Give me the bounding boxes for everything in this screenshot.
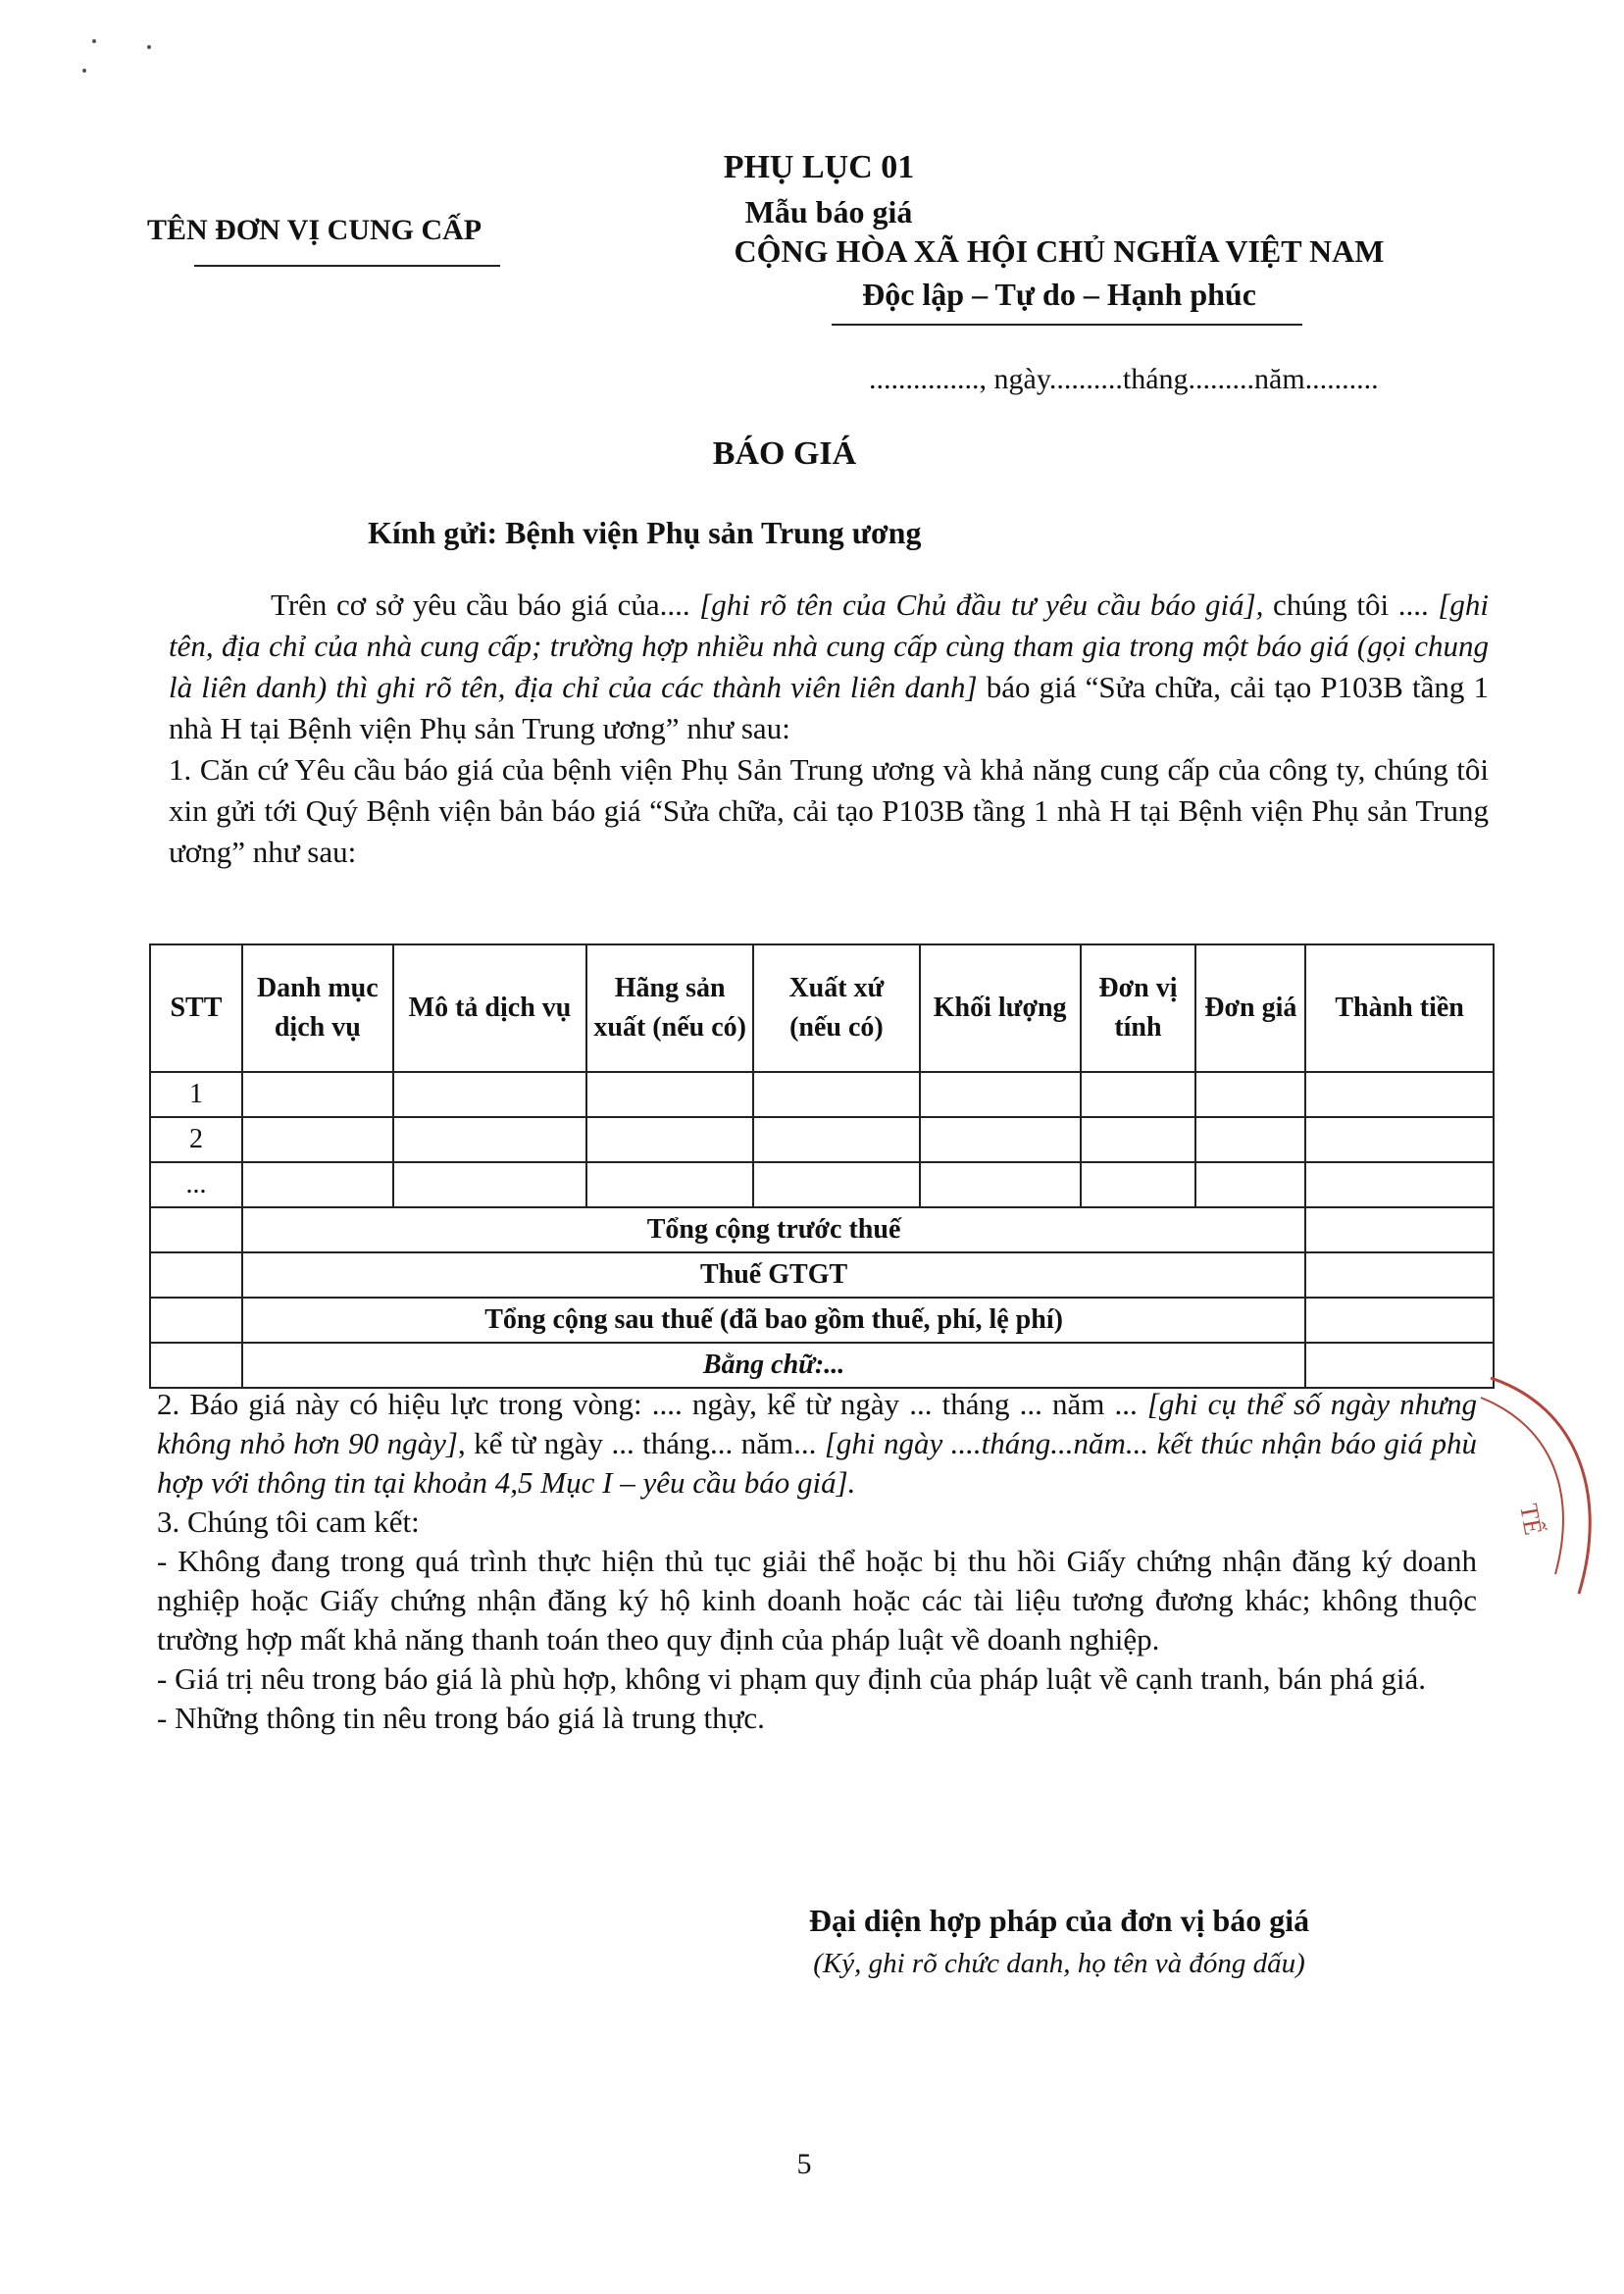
table-cell [920,1117,1081,1162]
greeting: Kính gửi: Bệnh viện Phụ sản Trung ương [368,515,922,550]
table-cell [586,1162,753,1207]
table-cell [1195,1162,1305,1207]
table-cell [1195,1072,1305,1117]
vat-value [1305,1252,1494,1298]
seal-stamp-partial [1461,1368,1624,1613]
table-cell [150,1252,242,1298]
subtotal-row [150,1207,1494,1252]
table-cell [393,1117,587,1162]
table-cell [242,1162,393,1207]
in-words-label: Bằng chữ:... [242,1343,1305,1388]
col-header-quantity: Khối lượng [920,944,1081,1072]
table-cell [753,1117,920,1162]
intro-section [169,585,1489,873]
col-header-unit-price: Đơn giá [1195,944,1305,1072]
table-cell [1305,1117,1494,1162]
item-2-instruction: [ghi ngày ....tháng...năm... kết thúc nhận báo giá phù hợp với thông tin tại khoản 4,5 Mục I – yêu cầu báo giá]. [157,1426,1477,1500]
item-3-heading: 3. Chúng tôi cam kết: [157,1504,420,1539]
table-cell [242,1117,393,1162]
commitment-2: - Giá trị nêu trong báo giá là phù hợp, không vi phạm quy định của pháp luật về cạnh tranh, bán phá giá. [157,1661,1426,1696]
intro-text: báo giá “Sửa chữa, cải tạo P103B tầng 1 nhà H tại Bệnh viện Phụ sản Trung ương” như sau: [169,670,1489,745]
table-cell [920,1162,1081,1207]
seal-fragment-text: TẾ [1514,1502,1548,1538]
table-cell [393,1162,587,1207]
table-cell [242,1072,393,1117]
intro-instruction: [ghi tên, địa chỉ của nhà cung cấp; trường hợp nhiều nhà cung cấp cùng tham gia trong một báo giá (gọi chung là liên danh) thì ghi rõ tên, địa chỉ của các thành viên liên danh] [169,587,1489,704]
in-words-row [150,1343,1494,1388]
signature-note: (Ký, ghi rõ chức danh, họ tên và đóng dấu) [813,1948,1305,1979]
country-name: CỘNG HÒA XÃ HỘI CHỦ NGHĨA VIỆT NAM [734,233,1385,269]
vat-row [150,1252,1494,1298]
row-number: 2 [150,1117,242,1162]
table-cell [753,1162,920,1207]
table-cell [1305,1072,1494,1117]
sender-name: TÊN ĐƠN VỊ CUNG CẤP [147,214,482,246]
col-header-stt: STT [150,944,242,1072]
subtotal-value [1305,1207,1494,1252]
table-cell [150,1343,242,1388]
total-label: Tổng cộng sau thuế (đã bao gồm thuế, phí, lệ phí) [242,1298,1305,1343]
intro-text: Trên cơ sở yêu cầu báo giá của.... [271,587,700,622]
table-cell [1195,1117,1305,1162]
table-cell [1305,1162,1494,1207]
scan-speck [82,69,86,73]
table-row [150,1162,1494,1207]
item-2-text: , kể từ ngày ... tháng... năm... [457,1426,825,1460]
table-cell [753,1072,920,1117]
intro-instruction: [ghi rõ tên của Chủ đầu tư yêu cầu báo giá], [699,587,1264,622]
motto-underline [832,324,1302,326]
vat-label: Thuế GTGT [242,1252,1305,1298]
row-number: 1 [150,1072,242,1117]
intro-text: chúng tôi .... [1263,587,1439,622]
commitment-3: - Những thông tin nêu trong báo giá là trung thực. [157,1701,765,1735]
table-header-row [150,944,1494,1072]
col-header-service-description: Mô tả dịch vụ [393,944,587,1072]
item-2 [157,1385,1477,1503]
form-name: Mẫu báo giá [744,194,913,229]
col-header-unit: Đơn vị tính [1081,944,1196,1072]
table-cell [920,1072,1081,1117]
subtotal-label: Tổng cộng trước thuế [242,1207,1305,1252]
table-row [150,1072,1494,1117]
commitment-1: - Không đang trong quá trình thực hiện thủ tục giải thể hoặc bị thu hồi Giấy chứng nhận đăng ký doanh nghiệp hoặc Giấy chứng nhận đăng ký hộ kinh doanh hoặc các tài liệu tương đương khác; không thuộc trường hợp mất khả năng thanh toán theo quy định của pháp luật về doanh nghiệp. [157,1544,1477,1657]
appendix-label: PHỤ LỤC 01 [723,149,915,185]
table-cell [1081,1117,1196,1162]
table-row [150,1117,1494,1162]
table-cell [150,1298,242,1343]
table-cell [393,1072,587,1117]
page-number: 5 [796,2148,812,2180]
table-cell [150,1207,242,1252]
item-2-text: 2. Báo giá này có hiệu lực trong vòng: .... ngày, kể từ ngày ... tháng ... năm ... [157,1387,1147,1421]
table-cell [586,1072,753,1117]
total-row [150,1298,1494,1343]
quote-table [149,943,1495,1389]
scan-speck [147,45,151,49]
row-number: ... [150,1162,242,1207]
terms-section [157,1385,1477,1738]
col-header-manufacturer: Hãng sản xuất (nếu có) [586,944,753,1072]
col-header-amount: Thành tiền [1305,944,1494,1072]
national-motto: Độc lập – Tự do – Hạnh phúc [862,277,1256,312]
total-value [1305,1298,1494,1343]
intro-paragraph [169,585,1489,749]
scan-speck [92,39,96,43]
table-cell [1081,1162,1196,1207]
col-header-service-list: Danh mục dịch vụ [242,944,393,1072]
table-cell [1081,1072,1196,1117]
document-title: BÁO GIÁ [712,435,857,472]
item-1: 1. Căn cứ Yêu cầu báo giá của bệnh viện Phụ Sản Trung ương và khả năng cung cấp của công ty, chúng tôi xin gửi tới Quý Bệnh viện bản báo giá “Sửa chữa, cải tạo P103B tầng 1 nhà H tại Bệnh viện Phụ sản Trung ương” như sau: [169,752,1489,869]
date-line: ..............., ngày..........tháng.........năm.......... [869,363,1379,395]
item-2-instruction: [ghi cụ thể số ngày nhưng không nhỏ hơn 90 ngày] [157,1387,1477,1460]
table-cell [586,1117,753,1162]
col-header-origin: Xuất xứ (nếu có) [753,944,920,1072]
signature-title: Đại diện hợp pháp của đơn vị báo giá [808,1903,1310,1938]
sender-underline [194,265,500,267]
